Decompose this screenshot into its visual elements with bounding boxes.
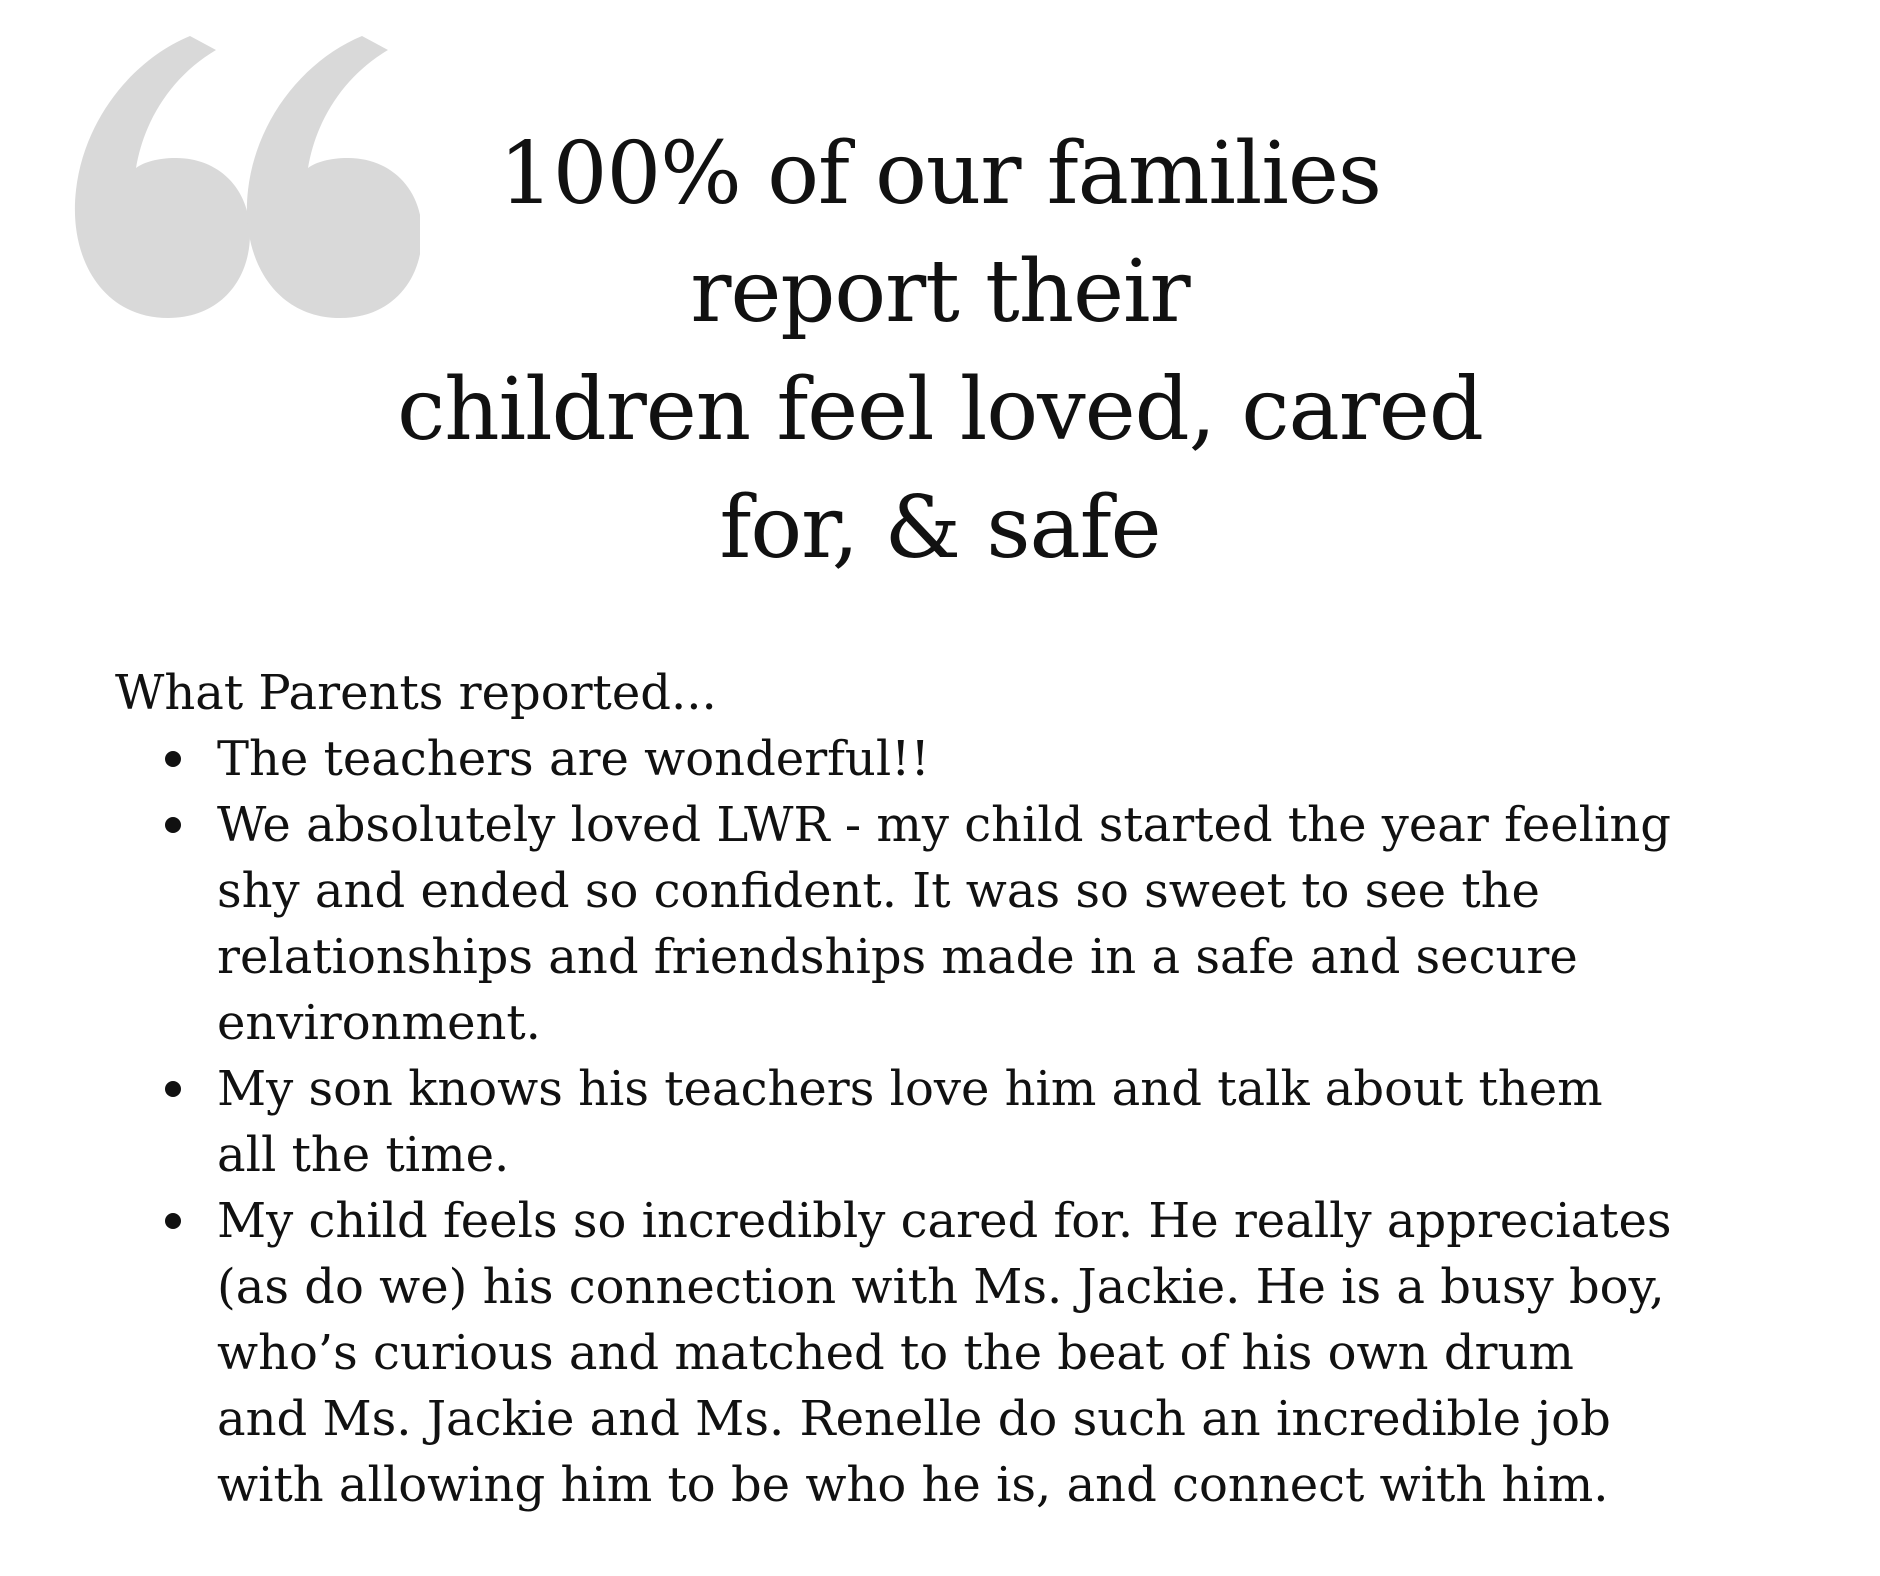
list-item	[115, 726, 1855, 792]
headline-line: for, & safe	[719, 478, 1161, 578]
bullet-icon	[165, 1213, 181, 1229]
headline	[330, 115, 1550, 587]
bullet-icon	[165, 1081, 181, 1097]
parent-comments-section	[115, 660, 1855, 1518]
comment-line: shy and ended so confident. It was so sweet to see the	[217, 863, 1540, 919]
headline-line: children feel loved, cared	[397, 360, 1483, 460]
comment-line: who’s curious and matched to the beat of his own drum	[217, 1325, 1574, 1381]
comment-line: with allowing him to be who he is, and connect with him.	[217, 1457, 1609, 1513]
comment-line: My son knows his teachers love him and talk about them	[217, 1061, 1603, 1117]
list-item	[115, 792, 1855, 1056]
bullet-icon	[165, 817, 181, 833]
headline-line: 100% of our families	[499, 124, 1381, 224]
comment-line: environment.	[217, 995, 541, 1051]
comment-line: My child feels so incredibly cared for. He really appreciates	[217, 1193, 1672, 1249]
comments-list	[115, 726, 1855, 1518]
list-item	[115, 1056, 1855, 1188]
comment-line: all the time.	[217, 1127, 510, 1183]
bullet-icon	[165, 751, 181, 767]
comment-line: relationships and friendships made in a safe and secure	[217, 929, 1578, 985]
headline-line: report their	[690, 242, 1190, 342]
comment-line: (as do we) his connection with Ms. Jackie. He is a busy boy,	[217, 1259, 1665, 1315]
list-item	[115, 1188, 1855, 1518]
comment-line: The teachers are wonderful!!	[217, 731, 930, 787]
comments-lead: What Parents reported...	[115, 665, 717, 721]
comment-line: and Ms. Jackie and Ms. Renelle do such an incredible job	[217, 1391, 1611, 1447]
comment-line: We absolutely loved LWR - my child started the year feeling	[217, 797, 1671, 853]
